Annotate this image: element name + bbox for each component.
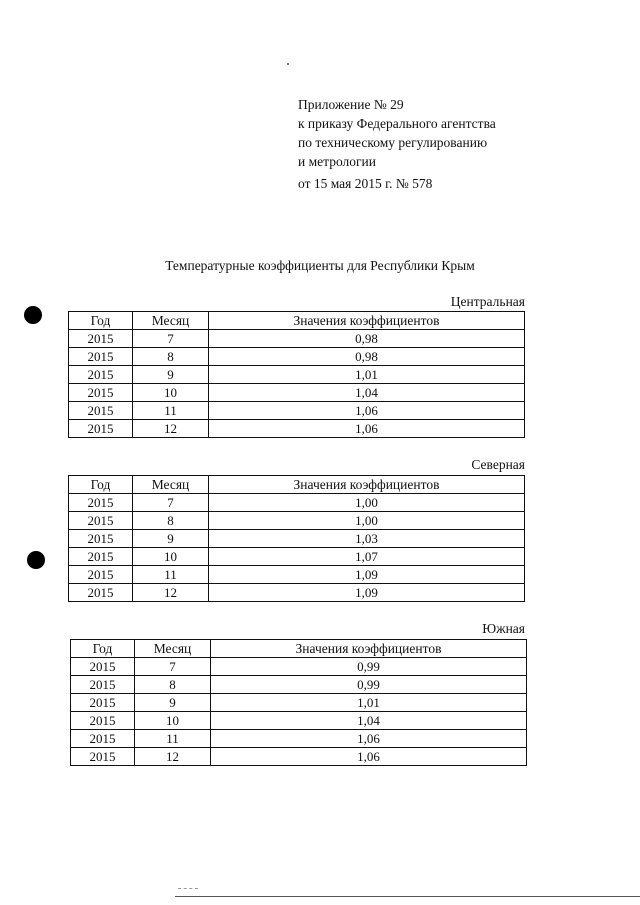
column-header-month: Месяц bbox=[133, 312, 209, 330]
cell-year: 2015 bbox=[69, 566, 133, 584]
table-row bbox=[69, 348, 525, 366]
cell-value: 1,09 bbox=[209, 584, 525, 602]
cell-month: 7 bbox=[133, 494, 209, 512]
cell-value: 1,06 bbox=[211, 730, 527, 748]
cell-month: 10 bbox=[133, 548, 209, 566]
table-row bbox=[71, 676, 527, 694]
column-header-year: Год bbox=[69, 476, 133, 494]
coefficient-table-north bbox=[68, 475, 525, 602]
column-header-month: Месяц bbox=[133, 476, 209, 494]
cell-value: 1,07 bbox=[209, 548, 525, 566]
table-row bbox=[69, 366, 525, 384]
region-label-central: Центральная bbox=[450, 294, 525, 309]
header-line: Приложение № 29 bbox=[298, 97, 404, 112]
cell-month: 9 bbox=[133, 366, 209, 384]
cell-year: 2015 bbox=[69, 512, 133, 530]
cell-month: 12 bbox=[135, 748, 211, 766]
cell-year: 2015 bbox=[71, 694, 135, 712]
table-row bbox=[69, 384, 525, 402]
table-row bbox=[71, 712, 527, 730]
coefficient-table-central bbox=[68, 311, 525, 438]
table-row bbox=[69, 584, 525, 602]
header-line: и метрологии bbox=[298, 154, 376, 169]
cell-year: 2015 bbox=[69, 384, 133, 402]
table-row bbox=[69, 548, 525, 566]
cell-value: 1,04 bbox=[211, 712, 527, 730]
cell-value: 1,00 bbox=[209, 512, 525, 530]
table-row bbox=[71, 748, 527, 766]
header-line: к приказу Федерального агентства bbox=[298, 116, 496, 131]
cell-value: 0,98 bbox=[209, 330, 525, 348]
cell-month: 9 bbox=[135, 694, 211, 712]
cell-year: 2015 bbox=[69, 530, 133, 548]
region-label-north: Северная bbox=[471, 457, 525, 472]
column-header-year: Год bbox=[69, 312, 133, 330]
header-line: от 15 мая 2015 г. № 578 bbox=[298, 176, 433, 191]
table-row bbox=[69, 494, 525, 512]
cell-value: 0,98 bbox=[209, 348, 525, 366]
table-header-row bbox=[69, 476, 525, 494]
cell-year: 2015 bbox=[69, 348, 133, 366]
coefficient-table-south bbox=[70, 639, 527, 766]
cell-year: 2015 bbox=[69, 548, 133, 566]
cell-year: 2015 bbox=[69, 494, 133, 512]
cell-value: 1,06 bbox=[211, 748, 527, 766]
table-row bbox=[69, 330, 525, 348]
cell-month: 9 bbox=[133, 530, 209, 548]
header-line: по техническому регулированию bbox=[298, 135, 488, 150]
region-label-south: Южная bbox=[482, 621, 525, 636]
scan-edge-line bbox=[175, 896, 640, 897]
cell-year: 2015 bbox=[71, 658, 135, 676]
cell-value: 1,01 bbox=[209, 366, 525, 384]
cell-year: 2015 bbox=[71, 712, 135, 730]
cell-month: 10 bbox=[133, 384, 209, 402]
cell-month: 7 bbox=[133, 330, 209, 348]
cell-year: 2015 bbox=[69, 584, 133, 602]
cell-month: 11 bbox=[133, 566, 209, 584]
cell-value: 1,06 bbox=[209, 420, 525, 438]
table-row bbox=[69, 420, 525, 438]
cell-year: 2015 bbox=[69, 366, 133, 384]
table-row bbox=[69, 566, 525, 584]
cell-month: 10 bbox=[135, 712, 211, 730]
punch-hole bbox=[24, 306, 42, 324]
table-header-row bbox=[71, 640, 527, 658]
table-row bbox=[71, 730, 527, 748]
cell-value: 1,01 bbox=[211, 694, 527, 712]
cell-year: 2015 bbox=[69, 402, 133, 420]
cell-year: 2015 bbox=[69, 420, 133, 438]
table-row bbox=[69, 512, 525, 530]
cell-month: 7 bbox=[135, 658, 211, 676]
column-header-value: Значения коэффициентов bbox=[209, 476, 525, 494]
cell-value: 1,09 bbox=[209, 566, 525, 584]
cell-month: 11 bbox=[135, 730, 211, 748]
cell-year: 2015 bbox=[69, 330, 133, 348]
cell-month: 8 bbox=[133, 348, 209, 366]
scan-mark bbox=[178, 888, 198, 889]
cell-value: 1,00 bbox=[209, 494, 525, 512]
table-header-row bbox=[69, 312, 525, 330]
table-row bbox=[69, 530, 525, 548]
cell-month: 8 bbox=[135, 676, 211, 694]
scan-speck bbox=[287, 63, 289, 65]
cell-year: 2015 bbox=[71, 748, 135, 766]
table-row bbox=[69, 402, 525, 420]
cell-year: 2015 bbox=[71, 730, 135, 748]
cell-month: 12 bbox=[133, 420, 209, 438]
cell-value: 1,04 bbox=[209, 384, 525, 402]
appendix-header bbox=[298, 95, 496, 193]
cell-value: 1,06 bbox=[209, 402, 525, 420]
column-header-year: Год bbox=[71, 640, 135, 658]
cell-value: 1,03 bbox=[209, 530, 525, 548]
column-header-value: Значения коэффициентов bbox=[211, 640, 527, 658]
cell-year: 2015 bbox=[71, 676, 135, 694]
cell-value: 0,99 bbox=[211, 676, 527, 694]
cell-month: 8 bbox=[133, 512, 209, 530]
cell-month: 11 bbox=[133, 402, 209, 420]
column-header-value: Значения коэффициентов bbox=[209, 312, 525, 330]
column-header-month: Месяц bbox=[135, 640, 211, 658]
cell-value: 0,99 bbox=[211, 658, 527, 676]
table-row bbox=[71, 694, 527, 712]
document-title: Температурные коэффициенты для Республики Крым bbox=[165, 258, 475, 273]
cell-month: 12 bbox=[133, 584, 209, 602]
table-row bbox=[71, 658, 527, 676]
punch-hole bbox=[27, 551, 45, 569]
